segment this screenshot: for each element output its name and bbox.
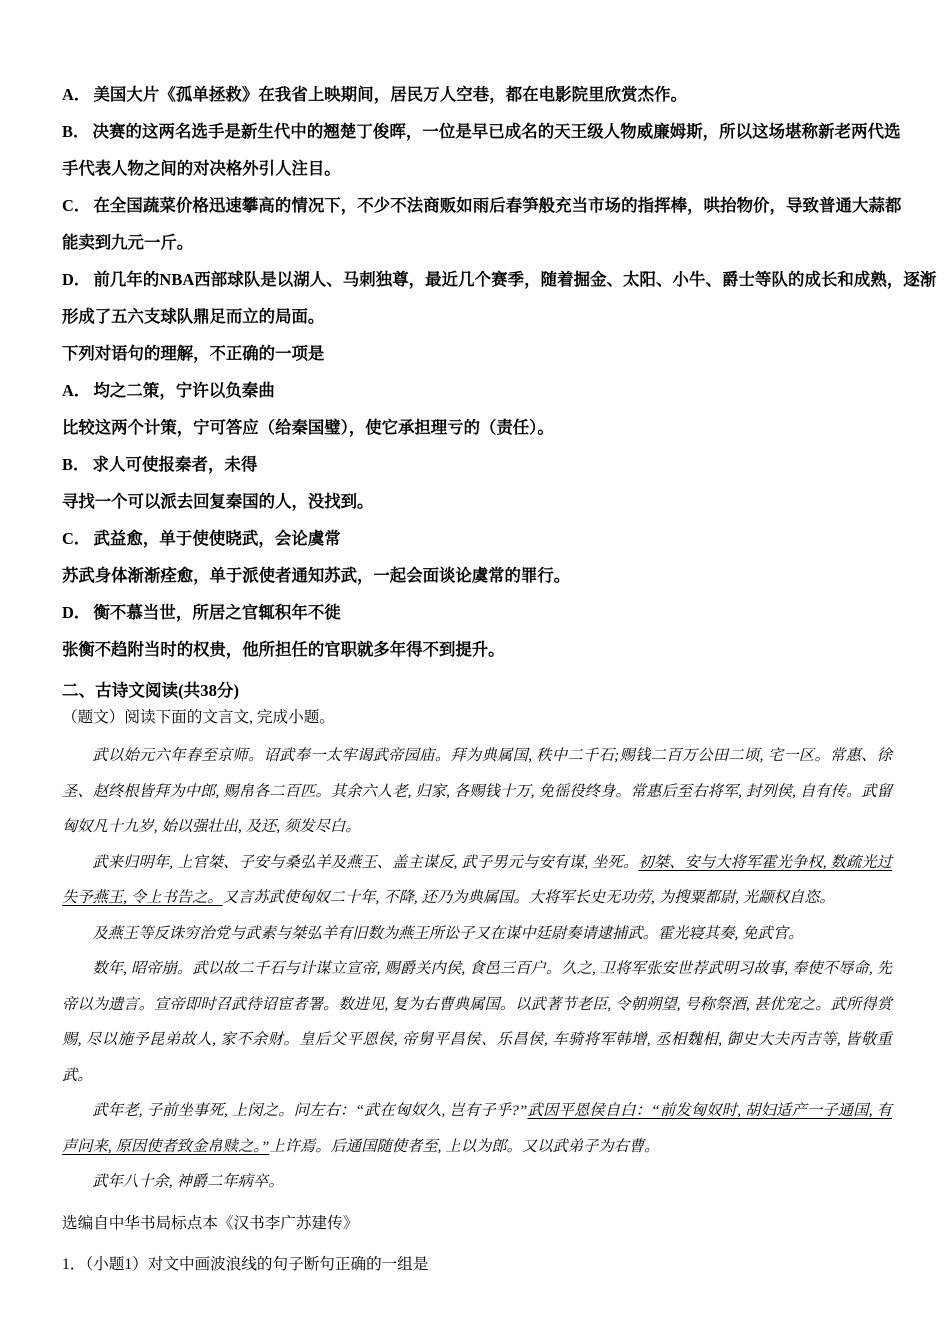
passage-paragraph-5	[62, 1093, 892, 1164]
interp-quote-d: 衡不慕当世，所居之官辄积年不徙	[93, 603, 341, 622]
choice-marker-b: B．	[62, 122, 90, 141]
passage-paragraph-4	[62, 951, 892, 1093]
interp-translation-c: 苏武身体渐渐痊愈，单于派使者通知苏武，一起会面谈论虞常的罪行。	[62, 566, 571, 585]
interp-quote-b: 求人可使报秦者，未得	[92, 455, 258, 474]
passage-seg-p6-0: 武年八十余, 神爵二年病卒。	[92, 1173, 284, 1190]
interp-option-c[interactable]	[62, 520, 892, 557]
choice-text-b-line1: 决赛的这两名选手是新生代中的翘楚丁俊晖，一位是早已成名的天王级人物威廉姆斯，所以这场堪称新老两代选	[92, 122, 901, 141]
choice-text-b-line2: 手代表人物之间的对决格外引人注目。	[62, 159, 341, 178]
interp-translation-d: 张衡不趋附当时的权贵，他所担任的官职就多年得不到提升。	[62, 640, 505, 659]
classical-chinese-passage	[62, 738, 892, 1200]
passage-seg-p5-2: 上许焉。后通国随使者至, 上以为郎。又以武弟子为右曹。	[269, 1137, 660, 1155]
choice-text-d-line1: 前几年的NBA西部球队是以湖人、马刺独尊，最近几个赛季，随着掘金、太阳、小牛、爵士等队的成长和成熟，逐渐	[93, 270, 937, 289]
choice-text-c-line2: 能卖到九元一斤。	[62, 233, 194, 252]
interp-translation-a: 比较这两个计策，宁可答应（给秦国璧），使它承担理亏的（责任）。	[62, 418, 554, 437]
passage-seg-p2-0: 武来归明年, 上官桀、子安与桑弘羊及燕王、盖主谋反, 武子男元与安有谋, 坐死。	[92, 853, 639, 871]
choice-option-a[interactable]	[62, 76, 892, 113]
question-1-punctuation: 1．（小题1）对文中画波浪线的句子断句正确的一组是	[62, 1255, 429, 1273]
interp-option-d[interactable]	[62, 594, 892, 631]
passage-seg-p1-0: 武以始元六年春至京师。诏武奉一太牢谒武帝园庙。拜为典属国, 秩中二千石;赐钱二百万公田二顷, 宅一区。常惠、徐圣、赵终根皆拜为中郎, 赐帛各二百匹。其余六人老, 归家, 各赐钱十万, 免徭役终身。常惠后至右将军, 封列侯, 自有传。武留匈奴凡十九岁, 始以强壮出, 及还, 须发尽白。	[62, 747, 892, 835]
question-stem-interpretation: 下列对语句的理解，不正确的一项是	[62, 344, 325, 363]
passage-seg-p4-0: 数年, 昭帝崩。武以故二千石与计谋立宣帝, 赐爵关内侯, 食邑三百户。久之, 卫将军张安世荐武明习故事, 奉使不辱命, 先帝以为遗言。宣帝即时召武待诏宦者署。数进见, 复为右曹典属国。以武著节老臣, 令朝朔望, 号称祭酒, 甚优宠之。武所得赏赐, 尽以施予昆弟故人, 家不余财。皇后父平恩侯, 帝舅平昌侯、乐昌侯, 车骑将军韩增, 丞相魏相, 御史大夫丙吉等, 皆敬重武。	[62, 960, 892, 1084]
choice-list-interpretation	[62, 372, 892, 668]
interp-marker-a: A．	[62, 381, 91, 400]
passage-underlined-segment-2: 武因平恩侯自白：“前发匈奴时, 胡妇适产一子通国, 有声问来, 原因使者致金帛赎之。”	[62, 1102, 892, 1155]
passage-paragraph-1	[62, 738, 892, 845]
passage-seg-p3-0: 及燕王等反诛穷治党与武素与桀弘羊有旧数为燕王所讼子又在谋中廷尉奏请逮捕武。霍光寝其奏, 免武官。	[92, 924, 804, 942]
section-instruction: （题文）阅读下面的文言文, 完成小题。	[62, 709, 335, 726]
choice-marker-c: C．	[62, 196, 91, 215]
choice-text-d-line2: 形成了五六支球队鼎足而立的局面。	[62, 307, 325, 326]
choice-option-b[interactable]	[62, 113, 901, 150]
choice-list-usage	[62, 76, 937, 335]
interp-option-a[interactable]	[62, 372, 892, 409]
interp-marker-d: D．	[62, 603, 91, 622]
interp-quote-a: 均之二策，宁许以负秦曲	[93, 381, 275, 400]
choice-option-d[interactable]	[62, 261, 937, 298]
passage-paragraph-6	[62, 1164, 892, 1200]
page-content	[62, 76, 937, 1280]
choice-marker-d: D．	[62, 270, 91, 289]
passage-paragraph-3	[62, 916, 892, 952]
section-heading-two: 二、古诗文阅读(共38分)	[62, 681, 239, 700]
passage-seg-p2-2: 又言苏武使匈奴二十年, 不降, 还乃为典属国。大将军长史无功劳, 为搜粟都尉, 光颛权自恣。	[222, 889, 835, 906]
interp-quote-c: 武益愈，单于使使晓武，会论虞常	[93, 529, 341, 548]
choice-marker-a: A．	[62, 85, 91, 104]
choice-text-a-line1: 美国大片《孤单拯救》在我省上映期间，居民万人空巷，都在电影院里欣赏杰作。	[93, 85, 688, 104]
interp-translation-b: 寻找一个可以派去回复秦国的人，没找到。	[62, 492, 374, 511]
choice-text-c-line1: 在全国蔬菜价格迅速攀高的情况下，不少不法商贩如雨后春笋般充当市场的指挥棒，哄抬物价，导致普通大蒜都	[93, 196, 902, 215]
passage-source-attribution: 选编自中华书局标点本《汉书李广苏建传》	[62, 1214, 359, 1232]
passage-paragraph-2	[62, 845, 892, 916]
interp-marker-c: C．	[62, 529, 91, 548]
interp-option-b[interactable]	[62, 446, 892, 483]
choice-option-c[interactable]	[62, 187, 902, 224]
passage-underlined-segment-1: 初桀、安与大将军霍光争权, 数疏光过失予燕王, 令上书告之。	[62, 853, 892, 906]
passage-seg-p5-0: 武年老, 子前坐事死, 上闵之。问左右：“武在匈奴久, 岂有子乎?”	[92, 1102, 528, 1119]
interp-marker-b: B．	[62, 455, 90, 474]
